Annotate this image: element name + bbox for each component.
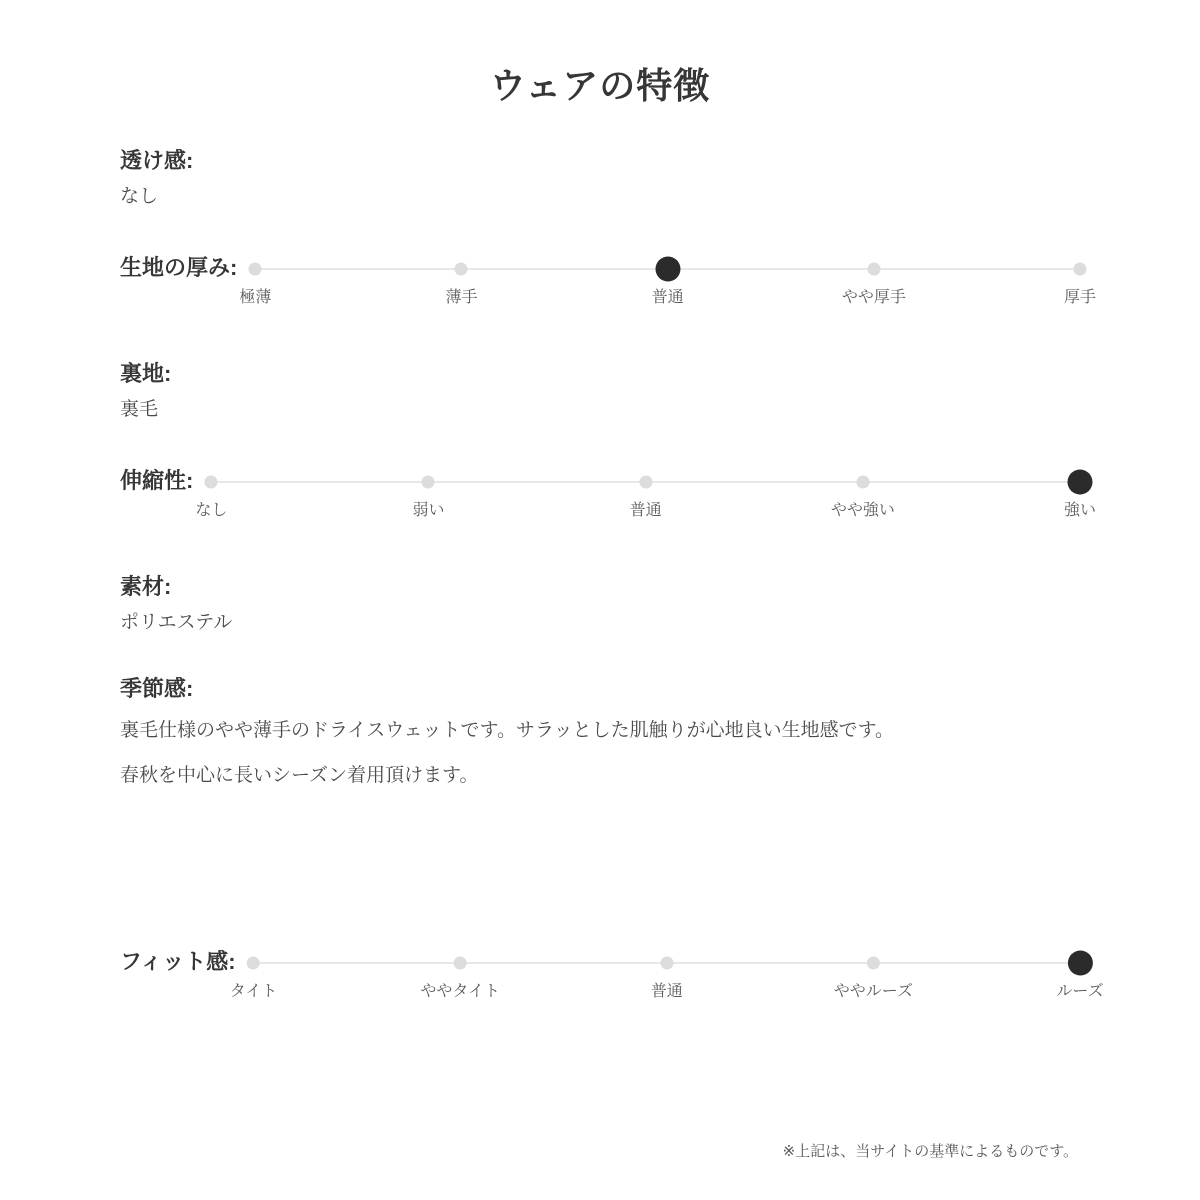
slider-dot xyxy=(249,263,262,276)
slider-tick xyxy=(831,469,895,520)
slider-dot xyxy=(867,957,880,970)
stretch-label: 伸縮性: xyxy=(120,468,194,494)
fabric-thickness-slider xyxy=(239,256,1097,322)
seasonality-description: 裏毛仕様のやや薄手のドライスウェットです。サラッとした肌触りが心地良い生地感です。春秋を中心に長いシーズン着用頂けます。 xyxy=(120,720,895,786)
seasonality-label: 季節感: xyxy=(120,675,194,701)
slider-tick-label: 強い xyxy=(1063,502,1097,520)
slider-tick-label: ややルーズ xyxy=(833,983,913,1001)
slider-dot xyxy=(660,957,673,970)
material-label: 素材: xyxy=(120,574,172,600)
page-title: ウェアの特徴 xyxy=(489,65,711,106)
stretch-slider xyxy=(195,469,1097,535)
slider-dot xyxy=(1067,470,1092,495)
material-value: ポリエステル xyxy=(120,611,233,633)
sheerness-section xyxy=(120,147,1080,210)
slider-tick xyxy=(1064,256,1096,307)
slider-dot xyxy=(856,476,869,489)
fabric-thickness-section xyxy=(120,254,1097,322)
slider-tick-label: ややタイト xyxy=(420,983,501,1001)
slider-dot xyxy=(867,263,880,276)
slider-tick-label: タイト xyxy=(229,983,278,1001)
slider-dot xyxy=(455,263,468,276)
slider-tick-label: なし xyxy=(195,502,228,520)
slider-tick xyxy=(630,469,662,520)
slider-tick xyxy=(239,256,271,307)
slider-dot xyxy=(639,476,652,489)
slider-tick xyxy=(1056,950,1103,1001)
slider-tick xyxy=(834,950,913,1001)
slider-tick-label: 厚手 xyxy=(1063,289,1097,307)
slider-dot xyxy=(205,476,218,489)
slider-tick-label: やや強い xyxy=(830,502,895,520)
slider-dot xyxy=(1073,263,1086,276)
slider-dot xyxy=(422,476,435,489)
wear-features-panel xyxy=(120,0,1104,1016)
stretch-section xyxy=(120,467,1097,535)
seasonality-section xyxy=(120,675,1080,799)
slider-tick-label: 普通 xyxy=(651,289,684,307)
slider-tick xyxy=(420,950,500,1001)
fabric-thickness-label: 生地の厚み: xyxy=(120,255,238,281)
slider-tick xyxy=(195,469,227,520)
slider-tick xyxy=(445,256,477,307)
fit-section xyxy=(120,948,1104,1016)
slider-tick xyxy=(1064,469,1096,520)
slider-tick xyxy=(230,950,278,1001)
slider-tick xyxy=(842,256,906,307)
slider-tick xyxy=(651,950,683,1001)
slider-dot xyxy=(655,257,680,282)
slider-tick-label: ルーズ xyxy=(1056,983,1104,1001)
lining-value: 裏毛 xyxy=(120,398,159,420)
fit-label: フィット感: xyxy=(120,949,236,975)
slider-tick-label: 普通 xyxy=(650,983,683,1001)
slider-tick-label: やや厚手 xyxy=(841,289,906,307)
lining-section xyxy=(120,360,1080,423)
sheerness-label: 透け感: xyxy=(120,148,194,173)
fit-slider xyxy=(229,950,1104,1016)
slider-tick-label: 薄手 xyxy=(445,289,478,307)
slider-tick xyxy=(412,469,444,520)
slider-dot xyxy=(247,957,260,970)
slider-tick-label: 極薄 xyxy=(239,289,272,307)
slider-tick xyxy=(652,256,684,307)
sheerness-value: なし xyxy=(120,185,159,207)
slider-tick-label: 普通 xyxy=(629,502,662,520)
slider-tick-label: 弱い xyxy=(412,502,445,520)
material-section xyxy=(120,573,1080,636)
slider-dot xyxy=(1067,951,1092,976)
lining-label: 裏地: xyxy=(120,361,172,387)
slider-dot xyxy=(454,957,467,970)
site-standard-footnote: ※上記は、当サイトの基準によるものです。 xyxy=(782,1143,1078,1160)
